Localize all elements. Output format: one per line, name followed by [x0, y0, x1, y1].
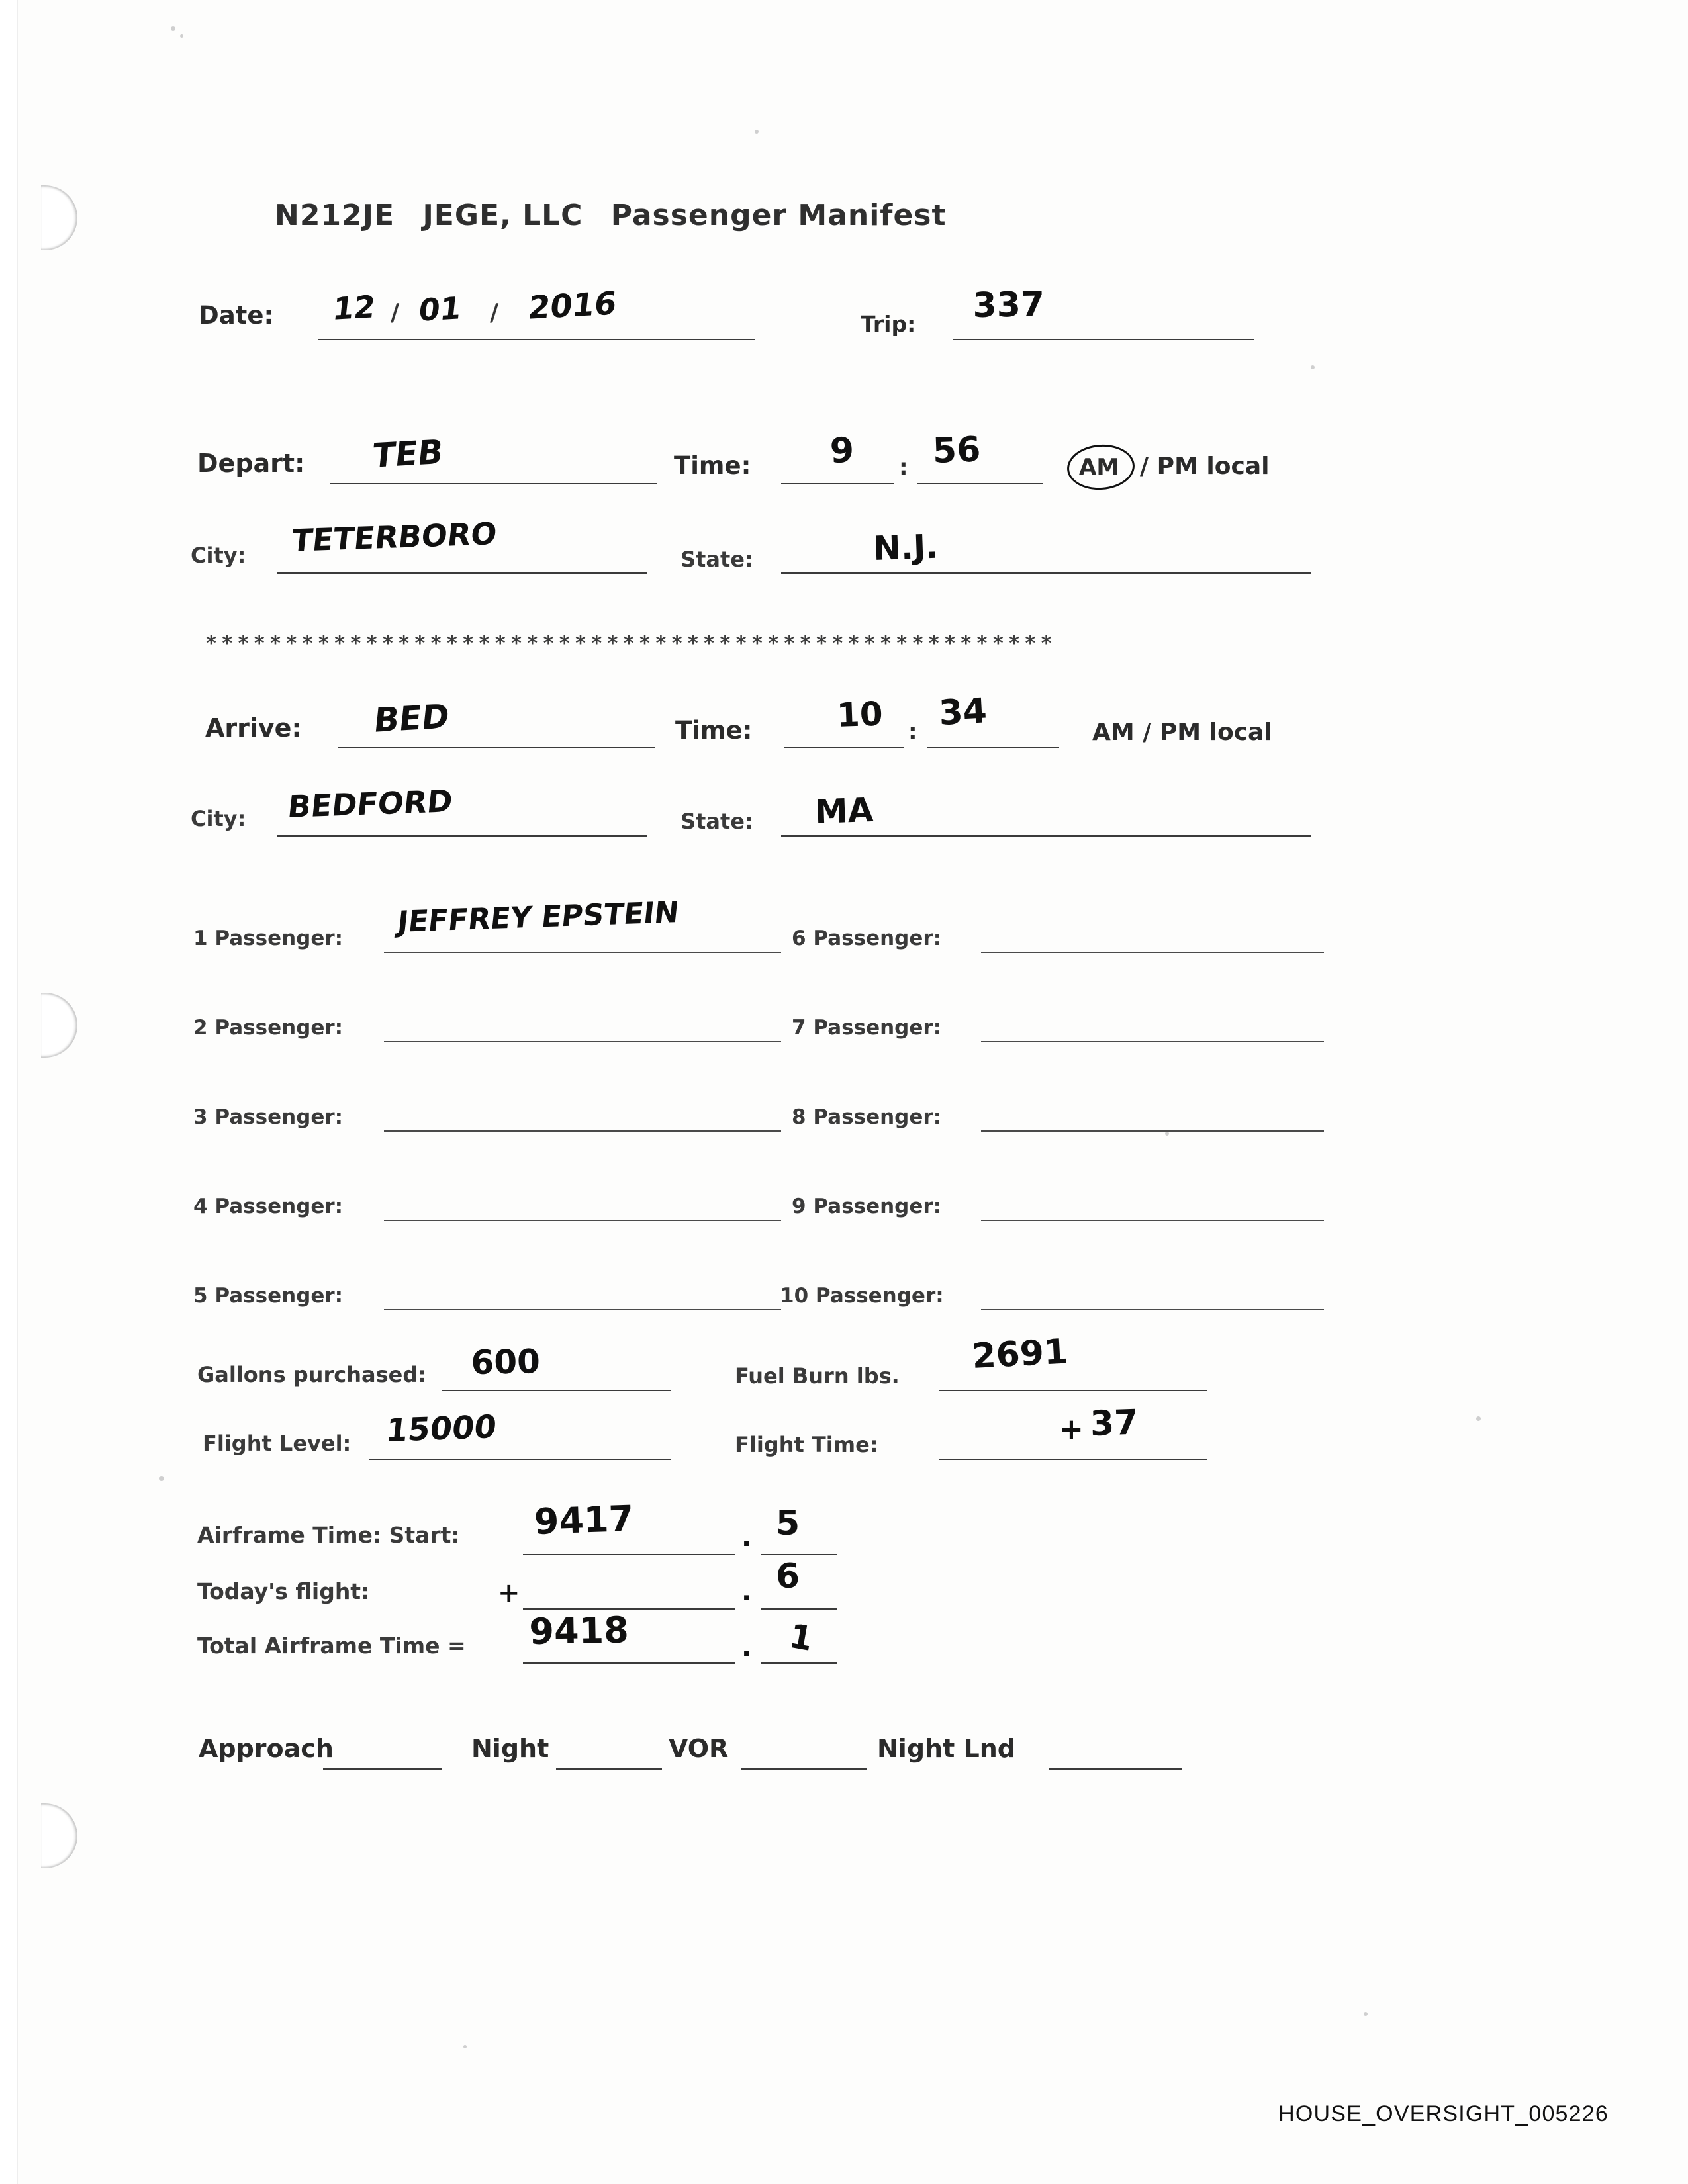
depart-time-hour: 9	[829, 430, 855, 471]
todays-flight-label: Today's flight:	[197, 1578, 370, 1604]
fuel-burn-label: Fuel Burn lbs.	[735, 1363, 900, 1388]
todays-flight-dot: .	[741, 1576, 752, 1607]
night-label: Night	[471, 1734, 549, 1763]
depart-city-rule	[277, 572, 647, 574]
depart-city-label: City:	[191, 543, 246, 568]
approach-rule	[323, 1768, 442, 1770]
depart-am-label: AM	[1079, 454, 1119, 480]
passenger-rule-1	[384, 952, 781, 953]
arrive-time-minute: 34	[937, 691, 988, 733]
passenger-rule-4	[384, 1220, 781, 1221]
flight-time-rule	[939, 1459, 1207, 1460]
airframe-start-label: Airframe Time: Start:	[197, 1522, 460, 1548]
passenger-rule-10	[981, 1309, 1324, 1310]
night-rule	[556, 1768, 662, 1770]
title-doc-type: Passenger Manifest	[610, 199, 947, 232]
passenger-rule-7	[981, 1041, 1324, 1042]
passenger-rule-6	[981, 952, 1324, 953]
arrive-label: Arrive:	[205, 713, 302, 743]
depart-state-label: State:	[680, 547, 753, 572]
passenger-label-3: 3 Passenger:	[193, 1105, 344, 1129]
airframe-start-whole: 9417	[533, 1497, 635, 1543]
total-airframe-whole-rule	[523, 1662, 735, 1664]
depart-pm-local-label: / PM local	[1140, 453, 1270, 480]
title-tail-number: N212JE	[275, 199, 395, 232]
fuel-burn-value: 2691	[970, 1332, 1069, 1377]
airframe-start-frac-rule	[761, 1554, 837, 1555]
total-airframe-frac-rule	[761, 1662, 837, 1664]
arrive-rule	[338, 747, 655, 748]
passenger-rule-3	[384, 1130, 781, 1132]
passenger-value-1: JEFFREY EPSTEIN	[396, 895, 681, 939]
arrive-value: BED	[372, 697, 451, 740]
depart-value: TEB	[371, 432, 445, 475]
passenger-label-1: 1 Passenger:	[193, 927, 344, 950]
passenger-label-4: 4 Passenger:	[193, 1195, 344, 1218]
arrive-time-label: Time:	[675, 716, 753, 745]
flight-level-value: 15000	[384, 1408, 498, 1449]
trip-value: 337	[972, 285, 1045, 326]
todays-flight-frac-rule	[761, 1608, 837, 1610]
date-month-value: 12	[331, 289, 377, 327]
passenger-label-10: 10 Passenger:	[780, 1284, 944, 1308]
gallons-label: Gallons purchased:	[197, 1362, 427, 1387]
depart-state-value: N.J.	[872, 527, 939, 568]
passenger-rule-2	[384, 1041, 781, 1042]
todays-flight-plus: +	[498, 1578, 520, 1608]
trip-label: Trip:	[861, 311, 916, 337]
depart-rule	[330, 483, 657, 484]
gallons-value: 600	[470, 1342, 541, 1382]
arrive-state-value: MA	[814, 790, 874, 831]
depart-state-rule	[781, 572, 1311, 574]
arrive-time-hour: 10	[835, 694, 884, 735]
date-label: Date:	[199, 301, 274, 330]
passenger-rule-8	[981, 1130, 1324, 1132]
section-separator: *****************************************************	[205, 632, 1056, 655]
vor-rule	[741, 1768, 867, 1770]
date-separator-2: /	[490, 299, 499, 326]
night-lnd-label: Night Lnd	[877, 1734, 1015, 1763]
passenger-label-6: 6 Passenger:	[792, 927, 942, 950]
arrive-time-hour-rule	[784, 747, 904, 748]
passenger-label-5: 5 Passenger:	[193, 1284, 344, 1308]
total-airframe-dot: .	[741, 1632, 752, 1662]
arrive-city-rule	[277, 835, 647, 837]
flight-time-plus: +	[1059, 1412, 1084, 1446]
total-airframe-frac: 1	[786, 1616, 816, 1659]
passenger-label-8: 8 Passenger:	[792, 1105, 942, 1129]
arrive-city-value: BEDFORD	[286, 783, 455, 825]
passenger-label-2: 2 Passenger:	[193, 1016, 344, 1040]
arrive-city-label: City:	[191, 806, 246, 831]
todays-flight-whole-rule	[523, 1608, 735, 1610]
date-separator-1: /	[391, 299, 400, 326]
flight-time-value: 37	[1089, 1402, 1139, 1444]
airframe-start-whole-rule	[523, 1554, 735, 1555]
date-rule	[318, 339, 755, 340]
flight-level-label: Flight Level:	[203, 1431, 352, 1456]
depart-time-minute: 56	[931, 430, 982, 471]
depart-label: Depart:	[197, 449, 305, 478]
depart-time-label: Time:	[674, 451, 751, 480]
passenger-label-7: 7 Passenger:	[792, 1016, 942, 1040]
arrive-state-rule	[781, 835, 1311, 837]
airframe-start-frac: 5	[776, 1504, 800, 1543]
todays-flight-frac: 6	[776, 1557, 800, 1596]
date-year-value: 2016	[526, 285, 619, 327]
passenger-rule-9	[981, 1220, 1324, 1221]
flight-level-rule	[369, 1459, 671, 1460]
arrive-time-minute-rule	[927, 747, 1059, 748]
arrive-state-label: State:	[680, 809, 753, 834]
approach-label: Approach	[199, 1734, 334, 1763]
airframe-start-dot: .	[741, 1522, 752, 1553]
flight-time-label: Flight Time:	[735, 1432, 878, 1457]
depart-time-minute-rule	[917, 483, 1043, 484]
depart-city-value: TETERBORO	[290, 515, 499, 559]
night-lnd-rule	[1049, 1768, 1182, 1770]
trip-rule	[953, 339, 1254, 340]
depart-time-hour-rule	[781, 483, 894, 484]
gallons-rule	[442, 1390, 671, 1391]
arrive-ampm-label: AM / PM local	[1092, 719, 1272, 746]
total-airframe-label: Total Airframe Time =	[197, 1633, 466, 1659]
oversight-stamp: HOUSE_OVERSIGHT_005226	[1278, 2101, 1609, 2126]
title-operator: JEGE, LLC	[422, 199, 583, 232]
depart-time-colon: :	[899, 454, 908, 480]
arrive-time-colon: :	[908, 719, 917, 745]
date-day-value: 01	[417, 290, 463, 328]
vor-label: VOR	[669, 1734, 729, 1763]
passenger-rule-5	[384, 1309, 781, 1310]
fuel-burn-rule	[939, 1390, 1207, 1391]
page-title	[275, 199, 947, 232]
passenger-label-9: 9 Passenger:	[792, 1195, 942, 1218]
total-airframe-whole: 9418	[528, 1609, 630, 1653]
